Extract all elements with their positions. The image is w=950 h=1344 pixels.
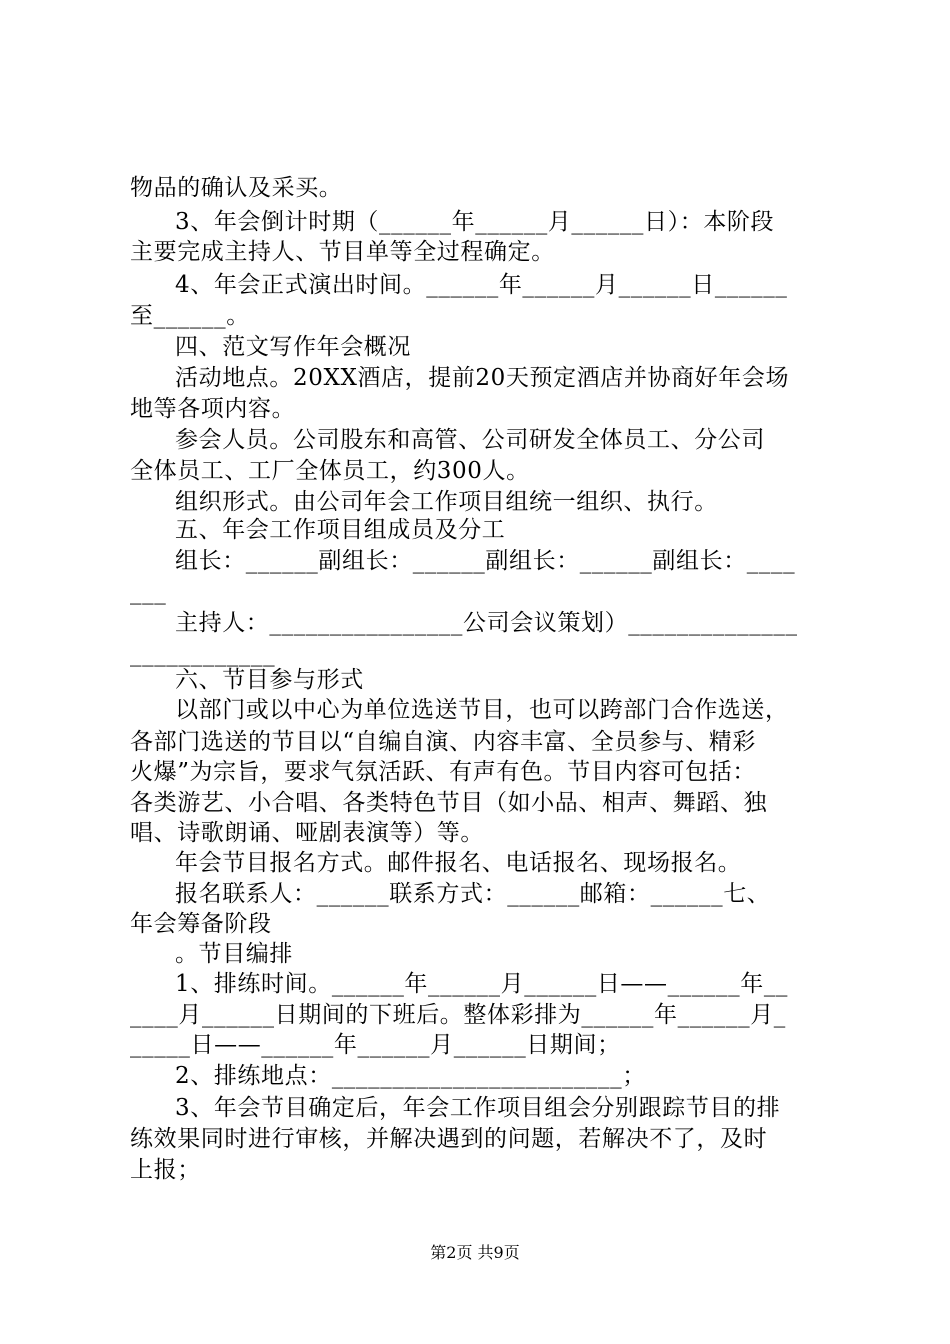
section-heading: 五、年会工作项目组成员及分工: [175, 517, 506, 543]
section-heading: 年会筹备阶段: [130, 911, 272, 937]
section-heading: 四、范文写作年会概况: [175, 334, 411, 360]
text-line: 3、年会倒计时期（______年______月______日）：本阶段: [175, 209, 775, 235]
page-number-footer: 第2页 共9页: [430, 1243, 520, 1262]
text-line: 物品的确认及采买。: [130, 175, 343, 201]
text-line: 至______。: [130, 303, 250, 329]
sub-heading: 。节目编排: [175, 941, 293, 967]
text-line: 以部门或以中心为单位选送节目，也可以跨部门合作选送，: [175, 697, 789, 723]
text-line: 练效果同时进行审核，并解决遇到的问题，若解决不了，及时: [130, 1126, 768, 1152]
section-heading: 六、节目参与形式: [175, 667, 364, 693]
text-line: 火爆”为宗旨，要求气氛活跃、有声有色。节目内容可包括：: [130, 759, 756, 785]
text-line: 地等各项内容。: [130, 396, 296, 422]
text-line: ____月______日期间的下班后。整体彩排为______年______月_: [130, 1002, 786, 1028]
text-line: 1、排练时间。______年______月______日——______年__: [175, 971, 789, 997]
text-line: 各类游艺、小合唱、各类特色节目（如小品、相声、舞蹈、独: [130, 790, 768, 816]
text-line: 年会节目报名方式。邮件报名、电话报名、现场报名。: [175, 850, 742, 876]
text-line: 3、年会节目确定后，年会工作项目组会分别跟踪节目的排: [175, 1095, 781, 1121]
text-line: 各部门选送的节目以“自编自演、内容丰富、全员参与、精彩: [130, 729, 756, 755]
text-line: ___: [130, 579, 167, 605]
text-line: ____________: [130, 641, 276, 667]
text-line: 组织形式。由公司年会工作项目组统一组织、执行。: [175, 489, 718, 515]
text-line: 活动地点。20XX酒店，提前20天预定酒店并协商好年会场: [175, 365, 790, 391]
text-line: 上报；: [130, 1157, 201, 1183]
text-line: 全体员工、工厂全体员工，约300人。: [130, 458, 530, 484]
text-line: 4、年会正式演出时间。______年______月______日______: [175, 272, 788, 298]
text-line: _____日——______年______月______日期间；: [130, 1032, 621, 1058]
text-line: 参会人员。公司股东和高管、公司研发全体员工、分公司: [175, 427, 765, 453]
text-line: 主要完成主持人、节目单等全过程确定。: [130, 239, 555, 265]
text-line: 报名联系人：______联系方式：______邮箱：______七、: [175, 881, 771, 907]
text-line: 组长：______副组长：______副组长：______副组长：____: [175, 548, 796, 574]
text-line: 主持人：________________公司会议策划）______________: [175, 610, 798, 636]
text-line: 2、排练地点：________________________；: [175, 1063, 646, 1089]
text-line: 唱、诗歌朗诵、哑剧表演等）等。: [130, 820, 484, 846]
